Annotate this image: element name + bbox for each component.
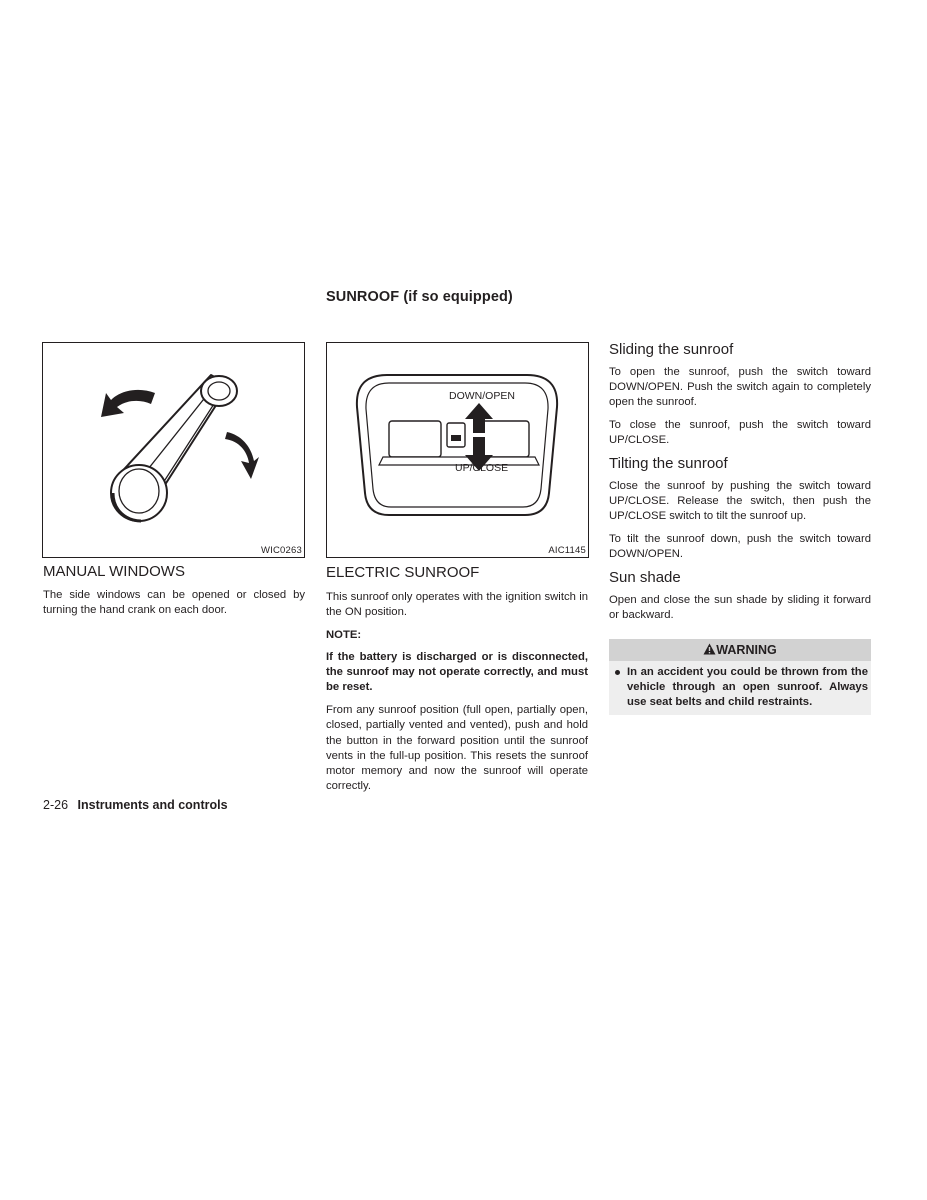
- page-footer: [43, 798, 228, 812]
- tilting-heading: Tilting the sunroof: [609, 455, 728, 473]
- tilting-paragraph-1: Close the sunroof by pushing the switch toward UP/CLOSE. Release the switch, then push the UP/CLOSE switch to tilt the sunroof up.: [609, 480, 871, 523]
- figure-code: AIC1145: [548, 545, 586, 556]
- sliding-paragraph-1: To open the sunroof, push the switch toward DOWN/OPEN. Push the switch again to completely open the sunroof.: [609, 366, 871, 409]
- rotate-arrow-right-icon: [225, 432, 259, 479]
- section-title: SUNROOF (if so equipped): [326, 289, 513, 305]
- warning-triangle-icon: [703, 643, 716, 655]
- figure-code: WIC0263: [260, 545, 302, 556]
- chapter-label: Instruments and controls: [77, 798, 228, 812]
- sliding-heading: Sliding the sunroof: [609, 341, 734, 358]
- up-close-label: UP/CLOSE: [455, 462, 509, 474]
- sun-shade-text: Open and close the sun shade by sliding it forward or backward.: [609, 594, 871, 622]
- warning-text: In an accident you could be thrown from the vehicle through an open sunroof. Always use seat belts and child restraints.: [627, 666, 868, 709]
- electric-sunroof-intro: This sunroof only operates with the ignition switch in the ON position.: [326, 591, 588, 619]
- window-crank-illustration: [43, 343, 304, 557]
- sunroof-switch-illustration: [327, 343, 588, 557]
- electric-sunroof-heading: ELECTRIC SUNROOF: [326, 564, 480, 581]
- rotate-arrow-left-icon: [101, 390, 155, 417]
- crank-figure: [42, 342, 305, 558]
- warning-box: [609, 639, 871, 715]
- switch-figure: [326, 342, 589, 558]
- tilting-paragraph-2: To tilt the sunroof down, push the switch toward DOWN/OPEN.: [609, 532, 871, 560]
- reset-procedure-text: From any sunroof position (full open, partially open, closed, partially vented and vented), push and hold the button in the forward position until the sunroof vents in the full-up position. This resets the sunroof motor memory and now the sunroof will operate correctly.: [326, 704, 588, 793]
- down-open-label: DOWN/OPEN: [449, 390, 515, 402]
- sun-shade-heading: Sun shade: [609, 569, 681, 587]
- note-label: NOTE:: [326, 629, 362, 642]
- warning-header: [609, 639, 871, 661]
- note-text: If the battery is discharged or is disconnected, the sunroof may not operate correctly, and must be reset.: [326, 650, 588, 694]
- warning-item: [609, 661, 871, 715]
- page-number: 2-26: [43, 798, 69, 812]
- manual-windows-text: The side windows can be opened or closed by turning the hand crank on each door.: [43, 589, 305, 617]
- bullet-icon: [615, 670, 620, 675]
- sliding-paragraph-2: To close the sunroof, push the switch toward UP/CLOSE.: [609, 418, 871, 446]
- manual-windows-heading: MANUAL WINDOWS: [43, 563, 185, 580]
- warning-title: WARNING: [716, 643, 777, 657]
